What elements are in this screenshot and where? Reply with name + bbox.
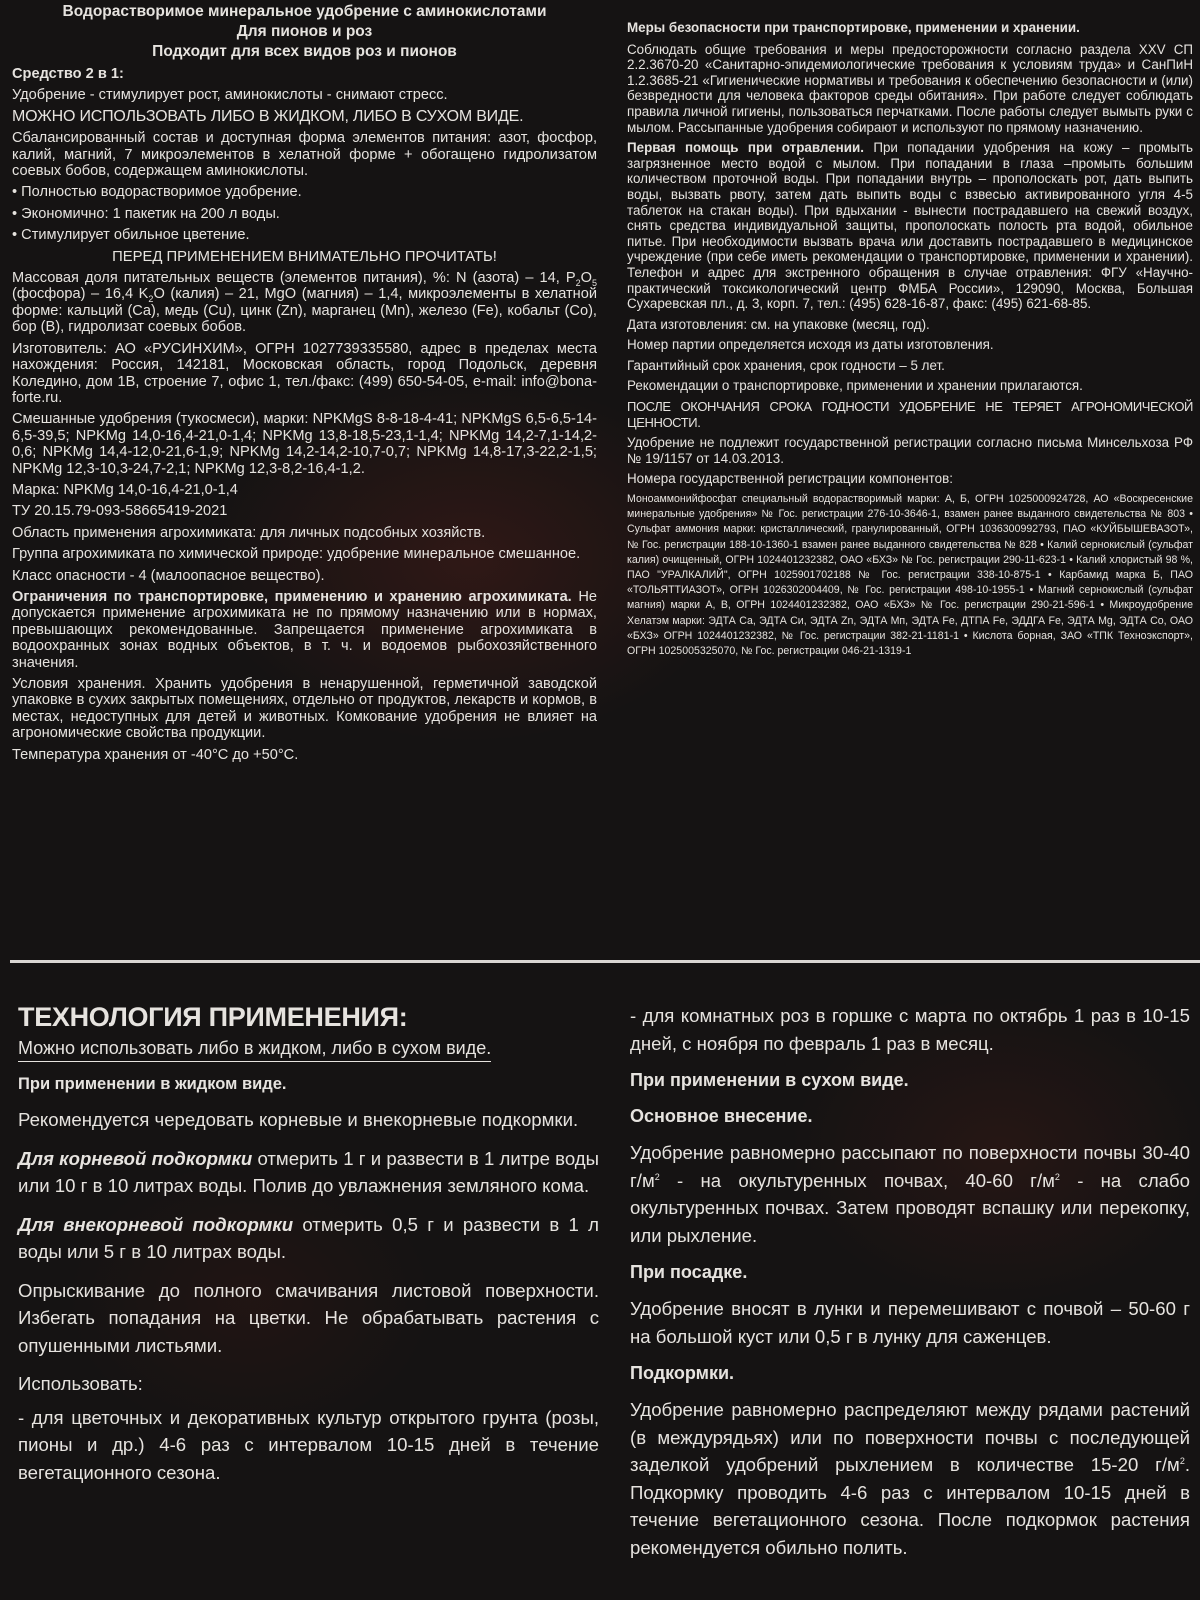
hazard-class: Класс опасности - 4 (малоопасное вещество). <box>12 567 325 584</box>
storage-conditions: Условия хранения. Хранить удобрения в ненарушенной, герметичной заводской упаковке в сухих закрытых помещениях, отдельно от продуктов, лекарств и кормов, в местах, недоступных для детей и животных. Комкование удобрения не влияет на агрономические свойства продукции. <box>12 676 597 742</box>
application-subtitle: Можно использовать либо в жидком, либо в сухом виде. <box>18 1036 491 1062</box>
read-notice: ПЕРЕД ПРИМЕНЕНИЕМ ВНИМАТЕЛЬНО ПРОЧИТАТЬ! <box>112 248 497 265</box>
application-column-left <box>14 1000 599 1497</box>
registration-note: Удобрение не подлежит государственной регистрации согласно письма Минсельхоза РФ № 19/1157 от 14.03.2013. <box>627 435 1193 466</box>
safety-title: Меры безопасности при транспортировке, применении и хранении. <box>627 20 1080 35</box>
foliar-feeding-text: Для внекорневой подкормки отмерить 0,5 г и развести в 1 л воды или 5 г в 10 литрах воды. <box>18 1213 599 1262</box>
main-application-text: Удобрение равномерно рассыпают по поверхности почвы 30-40 $г/м^2$ - на окультуренных почвах, 40-60 $г/м^2$ - на слабо окультуренных почвах. Затем проводят вспашку или перекопку, или рыхление. <box>630 1142 1191 1246</box>
storage-temperature: Температура хранения от -40°С до +50°С. <box>12 746 299 763</box>
chemical-group: Группа агрохимиката по химической природе: удобрение минеральное смешанное. <box>12 546 581 563</box>
alternate-feeding-text: Рекомендуется чередовать корневые и внекорневые подкормки. <box>18 1109 579 1130</box>
liquid-use-heading: При применении в жидком виде. <box>18 1075 287 1093</box>
planting-text: Удобрение вносят в лунки и перемешивают с почвой – 50-60 г на большой куст или 0,5 г в лунку для саженцев. <box>630 1298 1190 1347</box>
shelf-life: Гарантийный срок хранения, срок годности – 5 лет. <box>627 357 945 373</box>
root-feeding-text: Для корневой подкормки отмерить 1 г и развести в 1 литре воды или 10 г в 10 литрах воды. Полив до увлажнения земляного кома. <box>18 1147 599 1196</box>
nutrient-mass-share: Массовая доля питательных веществ (элементов питания), %: N (азота) – 14, $P_2O_5$ (фосфора) – 16,4 $K_2O$ (калия) – 21, MgO (магния) – 1,4, микроэлементы в хелатной форме: кальций (Ca), медь (Cu), цинк (Zn), марганец (Mn), железо (Fe), кобальт (Co), бор (B), гидролизат соевых бобов. <box>12 270 597 336</box>
manufacturer-info: Изготовитель: АО «РУСИНХИМ», ОГРН 1027739335580, адрес в пределах места нахождения: Россия, 142181, Московская область, город Подольск, деревня Коледино, дом 1В, строение 7, офис 1, тел./факс: (499) 650-54-05, e-mail: info@bona-forte.ru. <box>12 340 597 406</box>
product-tagline: Подходит для всех видов роз и пионов <box>152 43 457 60</box>
usage-caps-text: МОЖНО ИСПОЛЬЗОВАТЬ ЛИБО В ЖИДКОМ, ЛИБО В СУХОМ ВИДЕ. <box>12 107 524 125</box>
feeding-heading: Подкормки. <box>630 1363 735 1383</box>
components-registration-list: Моноаммонийфосфат специальный водорастворимый марки: А, Б, ОГРН 1025000924728, АО «Воскресенские минеральные удобрения» № Гос. регистрации 276-10-3646-1, взамен ранее выданного свидетельства № 803 • Сульфат аммония марки: кристаллический, гранулированный, ОГРН 1036300992793, ПАО «КУЙБЫШЕВАЗОТ», № Гос. регистрации 188-10-1360-1 взамен ранее выданного свидетельства № 828 • Калий сернокислый (сульфат калия) очищенный, ОГРН 1024401232382, ОАО «БХЗ» № Гос. регистрации 290-11-623-1 • Калий хлористый 98 %, ПАО "УРАЛКАЛИЙ", ОГРН 1025901702188 № Гос. регистрации 338-10-875-1 • Карбамид марка Б, ПАО «ТОЛЬЯТТИАЗОТ», ОГРН 1026302004409, № Гос. регистрации 498-10-1955-1 • Магний сернокислый (сульфат магния) марки А, В, ОГРН 1024401232382, ОАО «БХЗ» № Гос. регистрации 290-21-596-1 • Микроудобрение Хелатэм марки: ЭДТА Са, ЭДТА Си, ЭДТА Zn, ЭДТА Мп, ЭДТА Fe, ДТПА Fe, ЭДДГА Fe, ЭДТА Mg, ЭДТА Со, ОАО «БХЗ» ОГРН 1024401232382, № Гос. регистрации 382-21-1181-1 • Кислота борная, ЗАО «ТПК Техноэкспорт», ОГРН 1025005325070, № Гос. регистрации 046-21-1319-1 <box>627 493 1193 658</box>
batch-number: Номер партии определяется исходя из даты изготовления. <box>627 337 994 353</box>
benefit-bullet: • Стимулирует обильное цветение. <box>12 227 250 244</box>
planting-heading: При посадке. <box>630 1262 748 1282</box>
product-grade: Марка: NPKMg 14,0-16,4-21,0-1,4 <box>12 481 238 498</box>
components-title: Номера государственной регистрации компонентов: <box>627 471 953 487</box>
recommendations-note: Рекомендации о транспортировке, применении и хранении прилагаются. <box>627 378 1083 394</box>
product-subheading: Для пионов и роз <box>236 23 373 40</box>
application-title: ТЕХНОЛОГИЯ ПРИМЕНЕНИЯ: <box>18 1002 408 1032</box>
after-expiry-note: ПОСЛЕ ОКОНЧАНИЯ СРОКА ГОДНОСТИ УДОБРЕНИЕ НЕ ТЕРЯЕТ АГРОНОМИЧЕСКОЙ ЦЕННОСТИ. <box>627 399 1193 430</box>
restrictions-text: Ограничения по транспортировке, применению и хранению агрохимиката. Не допускается применение агрохимиката не по прямому назначению или в нормах, превышающих рекомендованные. Запрещается применение агрохимиката в водоохранных зонах водных объектов, в т. ч. и водоемов рыбохозяйственного значения. <box>12 588 598 671</box>
product-heading: Водорастворимое минеральное удобрение с аминокислотами <box>62 3 547 20</box>
manufacture-date: Дата изготовления: см. на упаковке (месяц, год). <box>627 316 930 332</box>
outdoor-use-text: - для цветочных и декоративных культур открытого грунта (розы, пионы и др.) 4-6 раз с интервалом 10-15 дней в течение вегетационного сезона. <box>18 1406 599 1483</box>
safety-column <box>627 20 1193 659</box>
indoor-use-text: - для комнатных роз в горшке с марта по октябрь 1 раз в 10-15 дней, с ноября по февраль 1 раз в месяц. <box>630 1005 1190 1054</box>
use-label: Использовать: <box>18 1373 143 1394</box>
application-column-right <box>630 1002 1190 1571</box>
spraying-text: Опрыскивание до полного смачивания листовой поверхности. Избегать попадания на цветки. Не обрабатывать растения с опушенными листьями. <box>18 1279 599 1356</box>
safety-text: Соблюдать общие требования и меры предосторожности согласно раздела XXV СП 2.2.3670-20 «Санитарно-эпидемиологические требования к условиям труда» и СанПиН 1.2.3685-21 «Гигиенические нормативы и требования к обеспечению безопасности и (или) безвредности для человека факторов среды обитания». При работе следует соблюдать правила личной гигиены, пользоваться перчатками. После работы следует вымыть руки с мылом. Рассыпанные удобрения собирают и используют по прямому назначению. <box>627 41 1193 135</box>
mixed-fertilizer-grades: Смешанные удобрения (тукосмеси), марки: NPKMgS 8-8-18-4-41; NPKMgS 6,5-6,5-14-6,5-39,5; NPKMg 14,0-16,4-21,0-1,4; NPKMg 13,8-18,5-23,1-1,4; NPKMg 14,2-7,1-14,2-0,6; NPKMg 14,4-12,0-21,6-1,9; NPKMg 14,2-14,2-10,7-0,7; NPKMg 14,8-17,3-22,2-1,5; NPKMg 12,3-10,3-24,7-2,1; NPKMg 12,3-8,2-16,4-1,2. <box>12 411 597 477</box>
two-in-one-label: Средство 2 в 1: <box>12 66 124 82</box>
composition-text: Сбалансированный состав и доступная форма элементов питания: азот, фосфор, калий, магний, 7 микроэлементов в хелатной форме + обогащено гидролизатом соевых бобов, содержащем аминокислоты. <box>12 130 597 180</box>
section-divider <box>10 960 1200 963</box>
benefit-bullet: • Экономично: 1 пакетик на 200 л воды. <box>12 205 280 222</box>
main-application-heading: Основное внесение. <box>630 1106 813 1126</box>
stimulation-text: Удобрение - стимулирует рост, аминокислоты - снимают стресс. <box>12 87 448 104</box>
product-info-column <box>12 2 597 768</box>
first-aid-text: Первая помощь при отравлении. При попадании удобрения на кожу – промыть загрязненное место водой с мылом. При попадании в глаза –промыть большим количеством проточной воды. При попадании внутрь – прополоскать рот, дать выпить воды, вызвать рвоту, затем дать выпить воды с взвесью активированного угля 4-5 таблеток на стакан воды). При вдыхании - вынести пострадавшего на свежий воздух, снять средства индивидуальной защиты, прополоскать полость рта водой, обильное питье. При необходимости вызвать врача или доставить пострадавшего в медицинское учреждение (при себе иметь рекомендации о транспортировке, применении и хранении). Телефон и адрес для экстренного обращения в случае отравления: ФГУ «Научно-практический токсикологический центр ФМБА России», 129090, Москва, Большая Сухаревская пл., д. 3, корп. 7, тел.: (495) 628-16-87, факс: (495) 621-68-85. <box>627 140 1193 312</box>
feeding-text: Удобрение равномерно распределяют между рядами растений (в междурядьях) или по поверхности почвы с последующей заделкой удобрений рыхлением в количестве 15-20 $г/м^2$. Подкормку проводить 4-6 раз с интервалом 10-15 дней в течение вегетационного сезона. После подкормок растения рекомендуется обильно полить. <box>630 1399 1190 1558</box>
benefit-bullet: • Полностью водорастворимое удобрение. <box>12 184 302 201</box>
technical-spec: ТУ 20.15.79-093-58665419-2021 <box>12 503 228 520</box>
dry-use-heading: При применении в сухом виде. <box>630 1070 909 1090</box>
application-area: Область применения агрохимиката: для личных подсобных хозяйств. <box>12 524 486 541</box>
